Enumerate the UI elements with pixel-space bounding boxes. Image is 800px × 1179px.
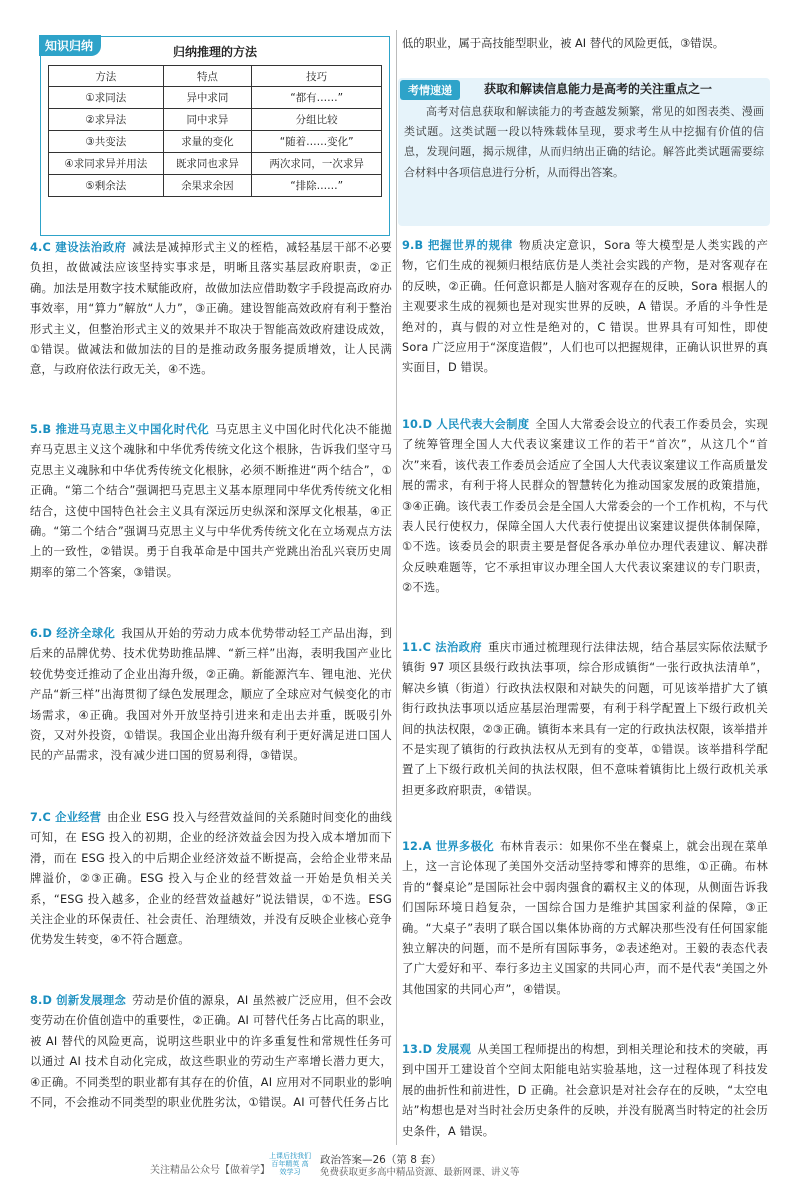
table-cell: “排除……”: [252, 175, 382, 197]
answer-text: 马克思主义中国化时代化决不能拋弃马克思主义这个魂脉和中华优秀传统文化这个根脉，告诉我们坚守马克思主义魂脉和中华优秀传统文化根脉，必须不断推进“两个结合”，①正确。“第二个结合”强调把马克思主义基本原理同中华优秀传统文化相结合，这使中国特色社会主义具有深远历史纵深和深厚文化根基，④正确。“第二个结合”强调马克思主义与中华优秀传统文化在立场观点方法上的一致性，②错误。勇于自我革命是中国共产党跳出治乱兴衰历史周期率的第二个答案，③错误。: [30, 423, 392, 579]
answer-text: 由企业 ESG 投入与经营效益间的关系随时间变化的曲线可知，在 ESG 投入的初期，企业的经济效益会因为投入成本增加而下滑，而在 ESG 投入的中后期企业经济效益不断提高，会给企业带来品牌溢价，②③正确。ESG 投入与企业的经营效益一开始是负相关关系，“ESG 投入越多，企业的经营效益越好”说法错误，①不选。ESG 关注企业的环保责任、社会责任、治理绩效，并没有反映企业核心竞争优势发生转变，④不符合题意。: [30, 811, 392, 947]
answer-8-continued: 低的职业，属于高技能型职业，被 AI 替代的风险更低，③错误。: [402, 37, 725, 50]
exam-title: 获取和解读信息能力是高考的关注重点之一: [484, 82, 713, 96]
table-cell: ⑤剩余法: [49, 175, 164, 197]
table-cell: “都有……”: [252, 87, 382, 109]
footer-right-text: 免费获取更多高中精品资源、最新网课、讲义等: [320, 1167, 520, 1178]
answer-7: [30, 808, 392, 951]
answer-topic: 把握世界的规律: [427, 239, 514, 252]
answer-13: [402, 1040, 768, 1142]
answer-number: 5.B: [30, 423, 52, 436]
answer-text: 从美国工程师提出的构想，到相关理论和技术的突破，再到中国开工建设首个空间太阳能电站实验基地，这一过程体现了科技发展的曲折性和前进性，D 正确。社会意识是对社会存在的反映，“太空电站”构想也是对当时社会历史条件的反映，并没有脱离当时特定的社会历史条件，A 错误。: [402, 1043, 768, 1138]
answer-text: 劳动是价值的源泉，AI 虽然被广泛应用，但不会改变劳动在价值创造中的重要性，②正确。AI 可替代任务占比高的职业，被 AI 替代的风险更高，说明这些职业中的许多重复性和常规性任务可以通过 AI 技术自动化完成，故这些职业的劳动生产率增长潜力更大，④正确。不同类型的职业都有其存在的价值，AI 应用对不同职业的影响不同，不会推动不同类型的职业优胜劣汰，①错误。AI 可替代任务占比: [30, 994, 392, 1110]
answer-topic: 人民代表大会制度: [436, 418, 530, 431]
answer-number: 4.C: [30, 241, 52, 254]
answer-topic: 发展观: [436, 1043, 472, 1056]
table-cell: 同中求异: [163, 109, 252, 131]
answer-text: 我国从开始的劳动力成本优势带动轻工产品出海，到后来的品牌优势、技术优势助推品牌、“新三样”出海，表明我国产业比较优势变迁推动了企业出海升级，②正确。新能源汽车、锂电池、光伏产品“新三样”出海贯彻了绿色发展理念，顺应了全球应对气候变化的市场需求，④正确。我国对外开放坚持引进来和走出去并重，既吸引外资，又对外投资，①错误。我国企业出海升级有利于更好满足进口国人民的产品需求，没有减少进口国的贸易利得，③错误。: [30, 627, 392, 763]
answer-5: [30, 420, 392, 583]
answer-number: 12.A: [402, 840, 432, 853]
answer-number: 7.C: [30, 811, 52, 824]
knowledge-tag: 知识归纳: [39, 35, 101, 56]
table-cell: 分组比较: [252, 109, 382, 131]
answer-number: 9.B: [402, 239, 424, 252]
knowledge-summary-box: [40, 36, 390, 236]
column-divider: [396, 30, 397, 1145]
table-cell: ①求同法: [49, 87, 164, 109]
knowledge-table: [48, 65, 382, 197]
table-row: [49, 109, 382, 131]
knowledge-title: 归纳推理的方法: [172, 45, 257, 59]
table-header: 方法: [49, 66, 164, 87]
table-cell: 既求同也求异: [163, 153, 252, 175]
answer-number: 10.D: [402, 418, 433, 431]
answer-9: [402, 236, 768, 379]
table-cell: 异中求同: [163, 87, 252, 109]
answer-text: 布林肯表示：如果你不坐在餐桌上，就会出现在菜单上，这一言论体现了美国外交活动坚持零和博弈的思维，①正确。布林肯的“餐桌论”是国际社会中弱肉强食的霸权主义的体现，从侧面告诉我们国际环境日趋复杂，一国综合国力是维护其国家利益的保障，③正确。“大桌子”表明了联合国以集体协商的方式解决那些没有任何国家能独立解决的问题，而不是所有国际事务，②表述绝对。王毅的表态代表了广大爱好和平、奉行多边主义国家的共同心声，而不是代表“美国之外其他国家的共同心声”，④错误。: [402, 840, 768, 996]
answer-topic: 世界多极化: [435, 840, 495, 853]
answer-number: 6.D: [30, 627, 53, 640]
table-header: 特点: [163, 66, 252, 87]
table-header-row: [49, 66, 382, 87]
answer-text: 减法是减掉形式主义的桎梏，减轻基层干部不必要负担，故做减法应该坚持实事求是，明晰且落实基层政府职责，②正确。加法是用数字技术赋能政府，故做加法应借助数字手段提高政府办事效率，用“算力”解放“人力”，③正确。建设智能高效政府有利于整治形式主义，但整治形式主义的效果并不取决于智能高效政府建设成效，①错误。做减法和做加法的目的是推动政务服务提质增效，让人民满意，与政府依法行政无关，④不选。: [30, 241, 393, 377]
answer-topic: 建设法治政府: [55, 241, 127, 254]
exam-body: 高考对信息获取和解读能力的考查越发频繁，常见的如图表类、漫画类试题。这类试题一段以特殊载体呈现，要求考生从中挖掘有价值的信息，发现问题，揭示规律，从而归纳出正确的结论。解答此类试题需要综合材料中各项信息进行分析，从而得出答案。: [404, 105, 764, 179]
footer-left-text: 关注精品公众号【做着学】: [150, 1165, 270, 1176]
answer-text: 重庆市通过梳理现行法律法规，结合基层实际依法赋予镇街 97 项区县级行政执法事项，综合形成镇街“一张行政执法清单”，解决乡镇（街道）行政执法权限和对缺失的问题，可见该举措扩大了镇街行政执法事项以适应基层治理需要，有利于科学配置上下级行政机关间的执法权限，②③正确。镇街本来具有一定的行政执法权限，该举措并不是实现了镇街的行政执法权从无到有的变革，①错误。该举措科学配置了上下级行政机关间的执法权限，但不意味着镇街比上级行政机关承担更多政府职责，④错误。: [402, 641, 768, 797]
answer-topic: 推进马克思主义中国化时代化: [55, 423, 210, 436]
answer-number: 13.D: [402, 1043, 433, 1056]
exam-tag: 考情速递: [400, 80, 460, 100]
answer-text: 全国人大常委会设立的代表工作委员会，实现了统筹管理全国人大代表议案建议工作的若干“首次”，从这几个“首次”来看，该代表工作委员会适应了全国人大代表议案建议工作高质量发展的需求，有利于将人民群众的智慧转化为推动国家发展的政策措施，③④正确。该代表工作委员会是全国人大常委会的一个工作机构，不与代表人民行使权力，保障全国人大代表行使提出议案建议提供体制保障，①不选。该委员会的职责主要是督促各承办单位办理代表建议、解决群众反映难题等，它不承担审议办理全国人大代表议案建议的专门职责，②不选。: [402, 418, 768, 595]
page-footer: [0, 1148, 800, 1179]
table-row: [49, 153, 382, 175]
table-cell: ④求同求异并用法: [49, 153, 164, 175]
table-header: 技巧: [252, 66, 382, 87]
table-cell: 两次求同，一次求异: [252, 153, 382, 175]
answer-number: 11.C: [402, 641, 432, 654]
table-cell: ③共变法: [49, 131, 164, 153]
exam-info-box: [398, 78, 770, 226]
answer-text: 物质决定意识，Sora 等大模型是人类实践的产物，它们生成的视频归根结底仿是人类社会实践的产物，是对客观存在的反映，②正确。任何意识都是人脑对客观存在的反映，Sora 根据人的主观要求生成的视频也是对现实世界的反映，A 错误。矛盾的斗争性是绝对的，真与假的对立性是绝对的，C 错误。世界具有可知性，即使 Sora 广泛应用于“深度造假”，人们也可以把握规律，正确认识世界的真实面目，D 错误。: [402, 239, 769, 375]
table-row: [49, 175, 382, 197]
table-cell: 余果求余因: [163, 175, 252, 197]
table-cell: 求量的变化: [163, 131, 252, 153]
table-cell: ②求异法: [49, 109, 164, 131]
table-cell: “随着……变化”: [252, 131, 382, 153]
answer-topic: 创新发展理念: [56, 994, 127, 1007]
answer-4: [30, 238, 392, 381]
answer-number: 8.D: [30, 994, 53, 1007]
answer-11: [402, 638, 768, 801]
answer-10: [402, 415, 768, 599]
answer-topic: 经济全球化: [56, 627, 116, 640]
table-row: [49, 131, 382, 153]
page-number: 政治答案—26（第 8 套）: [320, 1154, 442, 1166]
answer-topic: 企业经营: [55, 811, 102, 824]
answer-8: [30, 991, 392, 1113]
answer-12: [402, 837, 768, 1000]
answer-6: [30, 624, 392, 767]
answer-topic: 法治政府: [435, 641, 482, 654]
table-row: [49, 87, 382, 109]
publisher-logo-icon: 上课后找我们 百年精英 高效学习: [269, 1152, 311, 1176]
